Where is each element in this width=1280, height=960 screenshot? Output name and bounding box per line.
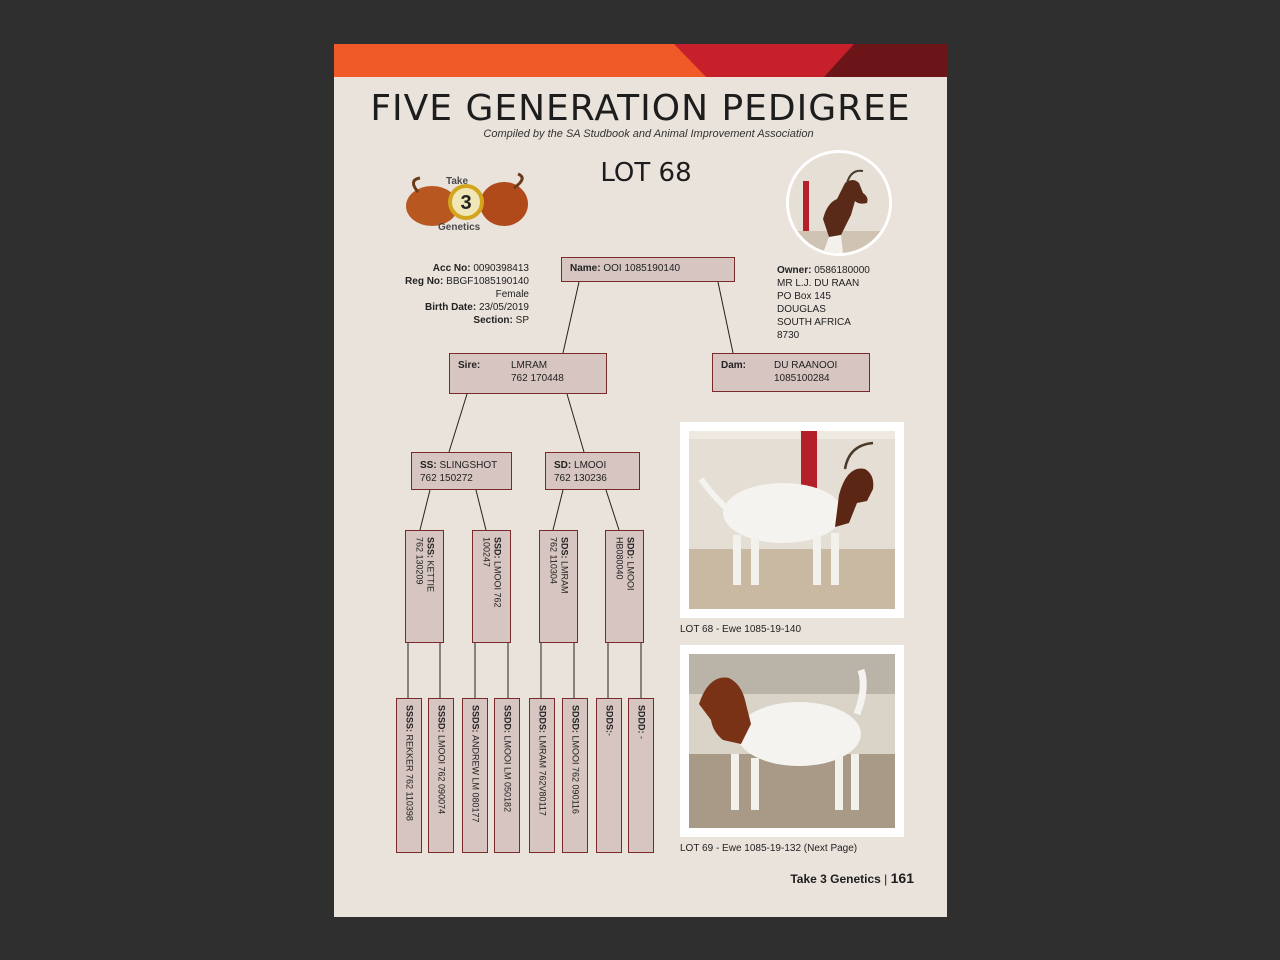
- dam-box: [712, 353, 870, 392]
- owner-address-line: 8730: [777, 330, 800, 341]
- name-value: OOI 1085190140: [603, 263, 681, 274]
- sddd-box: [628, 698, 654, 853]
- sdds-value: LMRAM 762V80117: [537, 735, 548, 816]
- lot68-photo-frame: [680, 422, 904, 618]
- lot68-photo-caption: LOT 68 - Ewe 1085-19-140: [680, 624, 802, 635]
- section-label: Section:: [473, 315, 513, 326]
- sd-box: [545, 452, 640, 490]
- footer-brand: Take 3 Genetics: [790, 872, 881, 886]
- lot69-goat-photo: [689, 654, 895, 828]
- sdds-label: SDDS:: [537, 705, 548, 734]
- ss-name: SLINGSHOT: [439, 460, 498, 471]
- sssd-value: LMOOI 762 090074: [436, 735, 447, 815]
- sssd-label: SSSD:: [436, 705, 447, 733]
- ss-reg: 762 150272: [420, 473, 473, 484]
- acc-no-value: 0090398413: [473, 263, 529, 274]
- sds-reg: 762 110304: [548, 537, 559, 584]
- sdsd-value: LMOOI 762 090116: [570, 735, 581, 814]
- sdds-label-2: SDDS:: [604, 705, 615, 734]
- ssd-label: SSD:: [492, 537, 503, 559]
- sdds-value-2: -: [604, 733, 615, 737]
- reg-no-label: Reg No:: [405, 276, 444, 287]
- owner-address-line: SOUTH AFRICA: [777, 317, 851, 328]
- birth-date-value: 23/05/2019: [478, 302, 529, 313]
- ss-label: SS:: [420, 460, 437, 471]
- owner-code: 0586180000: [814, 265, 870, 276]
- dam-name: DU RAANOOI: [774, 360, 838, 371]
- ssds-value: ANDREW LM 080177: [470, 735, 481, 823]
- ssdd-label: SSDD:: [502, 705, 513, 734]
- page-number: 161: [890, 870, 914, 886]
- page-title: FIVE GENERATION PEDIGREE: [370, 88, 911, 129]
- owner-label: Owner:: [777, 265, 812, 276]
- name-label: Name:: [570, 263, 601, 274]
- sex-value: Female: [495, 289, 529, 300]
- sire-box: [449, 353, 607, 394]
- sds-box: [539, 530, 578, 643]
- sdd-name: LMOOI: [625, 561, 636, 591]
- sdd-label: SDD:: [625, 537, 636, 559]
- sd-reg: 762 130236: [554, 473, 607, 484]
- ssds-label: SSDS:: [470, 705, 481, 733]
- ssss-value: REKKER 762 110398: [404, 734, 415, 821]
- footer-separator: |: [884, 872, 888, 886]
- ssd-box: [472, 530, 511, 643]
- acc-no-label: Acc No:: [432, 263, 471, 274]
- sd-label: SD:: [554, 460, 572, 471]
- sdsd-label: SDSD:: [570, 705, 581, 734]
- section-value: SP: [515, 315, 529, 326]
- owner-address-line: DOUGLAS: [777, 304, 826, 315]
- owner-name: MR L.J. DU RAAN: [777, 278, 860, 289]
- sss-box: [405, 530, 444, 643]
- ssss-label: SSSS:: [404, 705, 415, 733]
- ssd-name: LMOOI 762: [492, 561, 503, 608]
- sds-name: LMRAM: [559, 561, 570, 594]
- svg-text:3: 3: [460, 192, 472, 214]
- svg-text:Take: Take: [446, 176, 469, 187]
- reg-no-value: BBGF1085190140: [446, 276, 529, 287]
- sdsd-box: [562, 698, 588, 853]
- sddd-value: -: [636, 736, 647, 740]
- sire-name: LMRAM: [511, 360, 548, 371]
- sire-label: Sire:: [458, 360, 481, 371]
- sss-reg: 762 130209: [414, 537, 425, 585]
- lot-number: LOT 68: [600, 158, 692, 188]
- sire-reg: 762 170448: [511, 373, 564, 384]
- dam-reg: 1085100284: [774, 373, 830, 384]
- name-box: [561, 257, 735, 282]
- page-subtitle: Compiled by the SA Studbook and Animal Improvement Association: [483, 128, 814, 140]
- lot68-goat-photo: [689, 431, 895, 609]
- sdds-box: [529, 698, 555, 853]
- sss-label: SSS:: [425, 537, 436, 559]
- sdd-box: [605, 530, 644, 643]
- page-footer: [774, 870, 914, 886]
- svg-text:Genetics: Genetics: [438, 222, 481, 232]
- ssdd-value: LMOOI LM 050182: [502, 735, 513, 813]
- sdd-reg: HB080040: [614, 537, 625, 580]
- ssd-reg: 100247: [481, 537, 492, 568]
- ssss-box: [396, 698, 422, 853]
- sssd-box: [428, 698, 454, 853]
- sd-name: LMOOI: [574, 460, 607, 471]
- sds-label: SDS:: [559, 537, 570, 559]
- sddd-label: SDDD:: [636, 705, 647, 734]
- dam-label: Dam:: [721, 360, 747, 371]
- lot69-photo-frame: [680, 645, 904, 837]
- sss-name: KETTIE: [425, 560, 436, 593]
- birth-date-label: Birth Date:: [425, 302, 477, 313]
- lot69-photo-caption: LOT 69 - Ewe 1085-19-132 (Next Page): [680, 843, 858, 854]
- ssds-box: [462, 698, 488, 853]
- pedigree-page: [334, 44, 947, 917]
- owner-address-line: PO Box 145: [777, 291, 831, 302]
- ssdd-box: [494, 698, 520, 853]
- sdds-box-2: [596, 698, 622, 853]
- ss-box: [411, 452, 512, 490]
